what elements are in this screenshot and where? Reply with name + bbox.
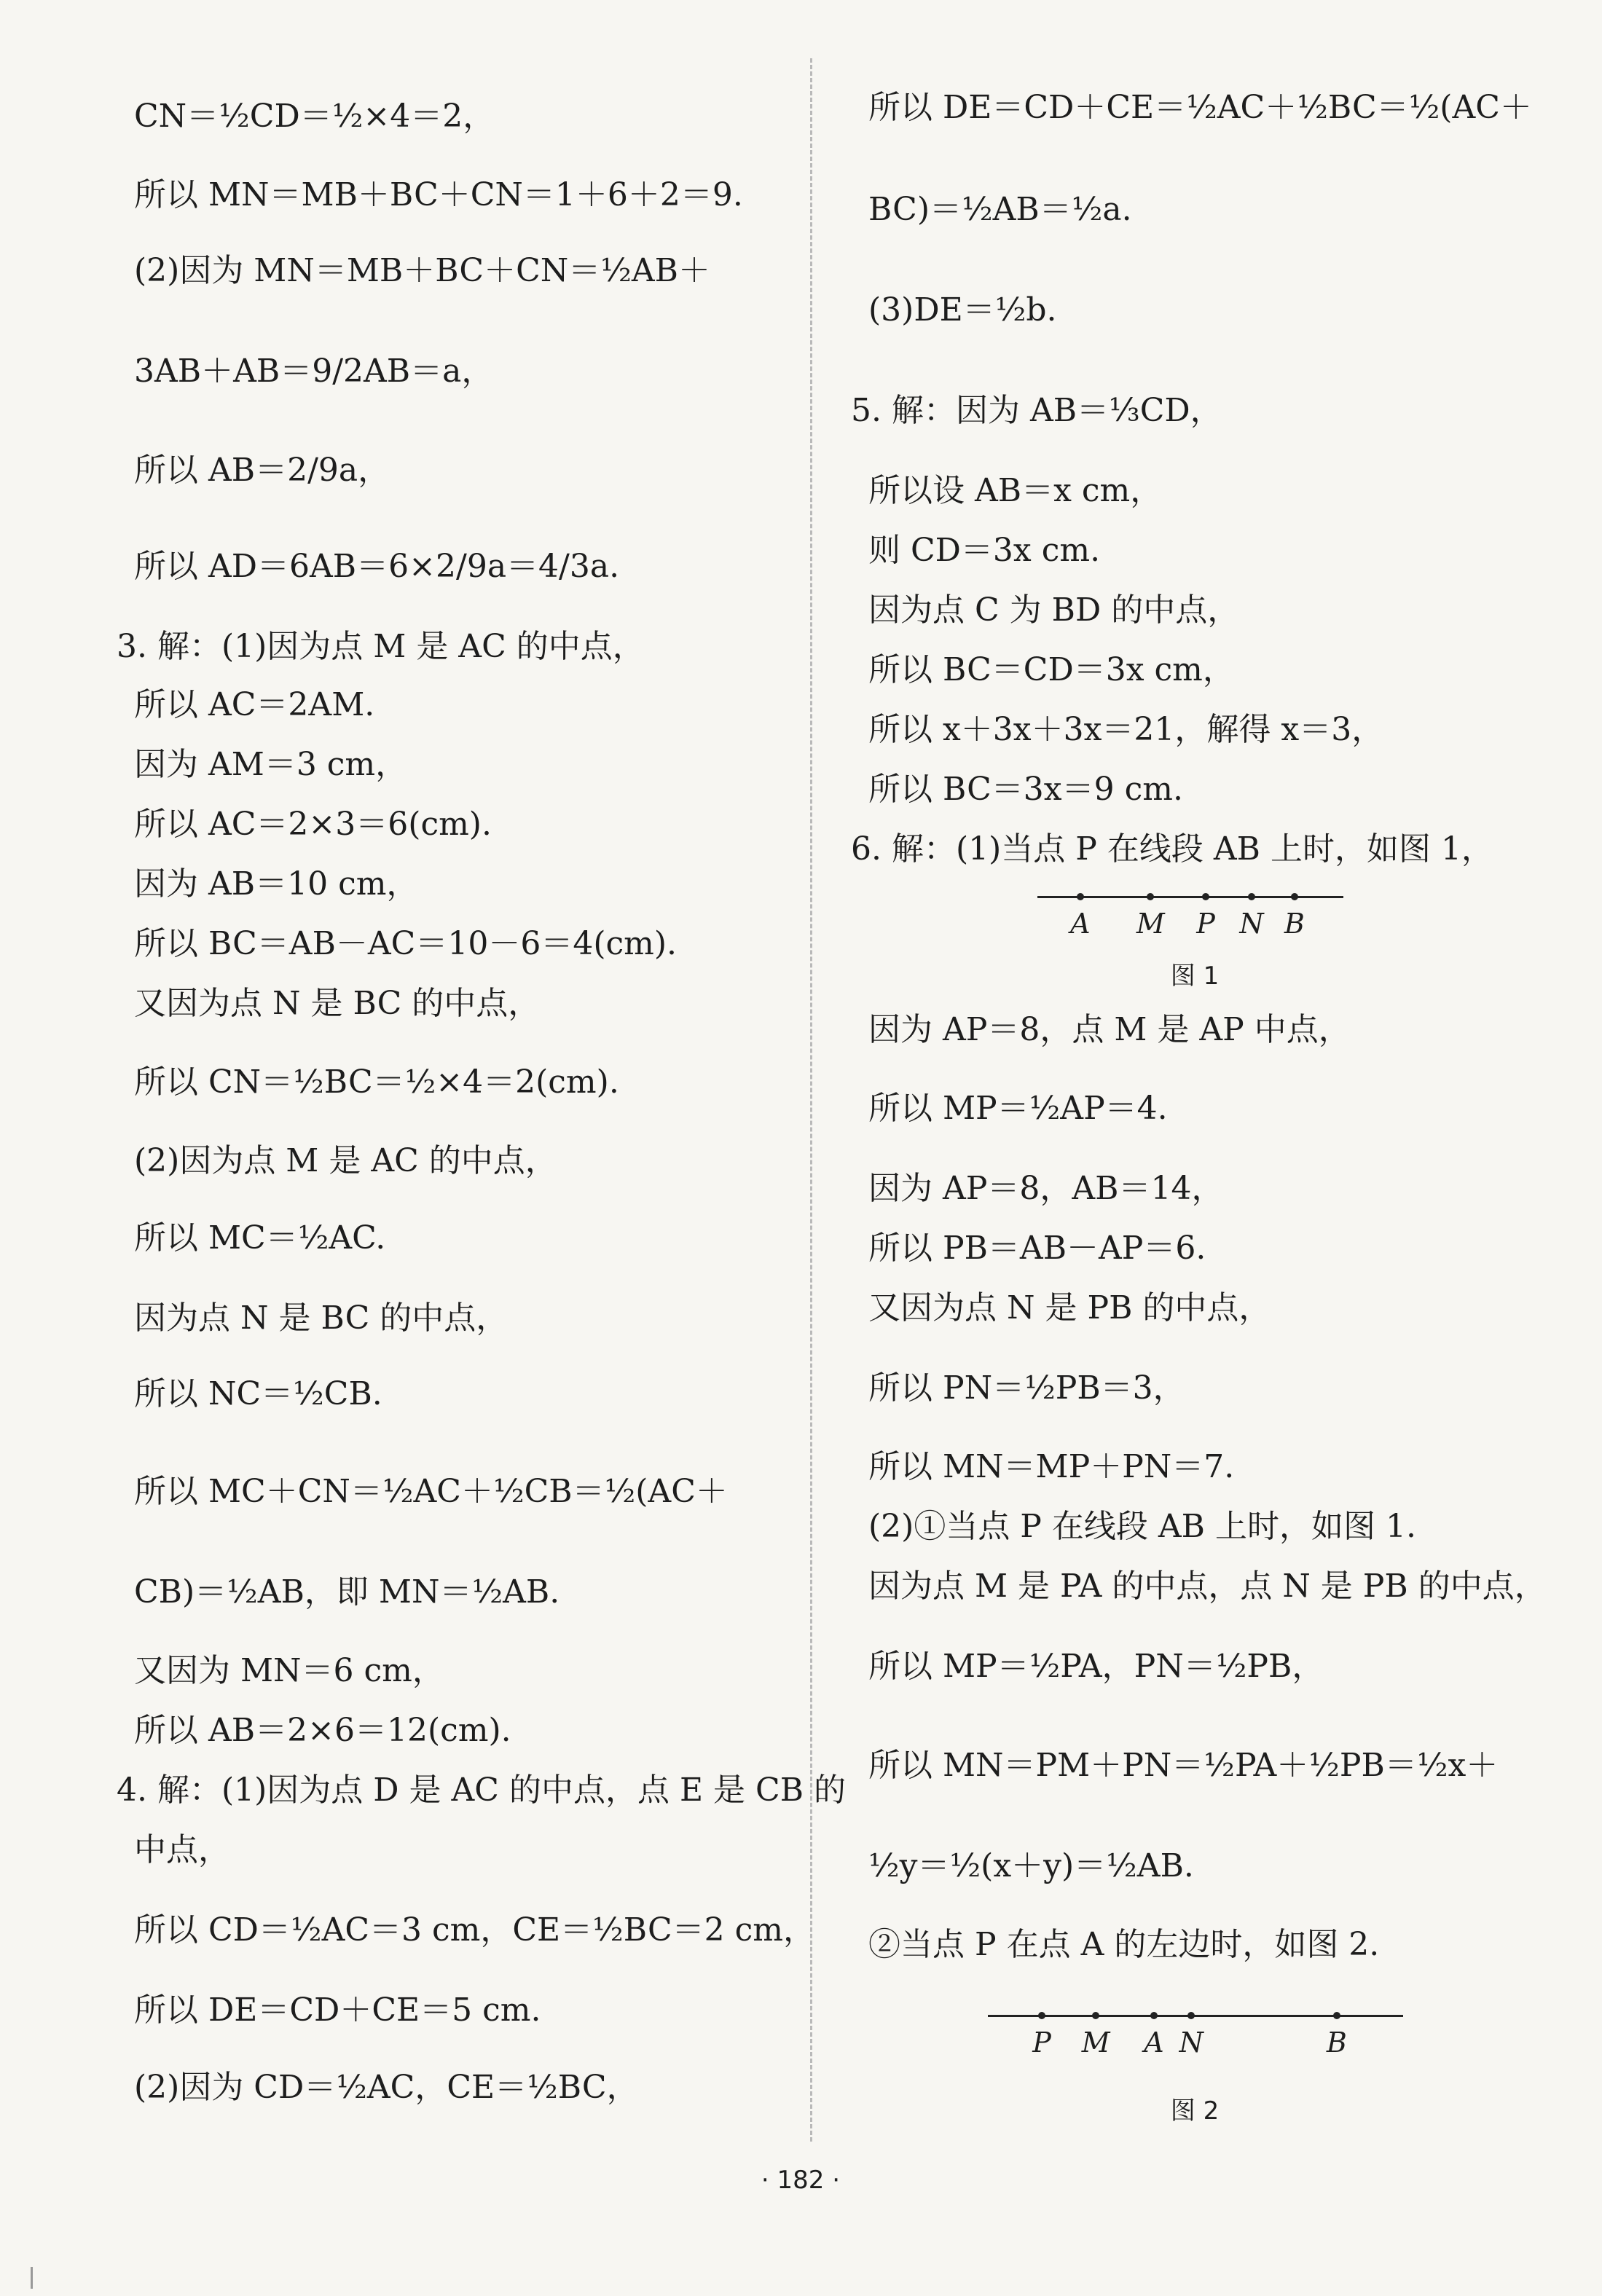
left-column-line: 所以 AB＝2×6＝12(cm).: [134, 1712, 511, 1749]
column-divider: [810, 58, 812, 2142]
left-column-line: CN＝½CD＝½×4＝2，: [134, 98, 495, 135]
left-column-line: 所以 MC＝½AC.: [134, 1219, 386, 1257]
left-column-line: (2)因为点 M 是 AC 的中点，: [134, 1142, 557, 1179]
left-column-line: 所以 MC＋CN＝½AC＋½CB＝½(AC＋: [134, 1473, 728, 1510]
right-column-line: 又因为点 N 是 PB 的中点，: [868, 1289, 1271, 1326]
left-column-line: 所以 AC＝2×3＝6(cm).: [134, 806, 492, 843]
point-p-marker: [1038, 2012, 1045, 2019]
left-column-line: (2)因为 MN＝MB＋BC＋CN＝½AB＋: [134, 252, 710, 289]
point-label: M: [1136, 908, 1165, 940]
point-n-marker: [1248, 893, 1255, 900]
point-n-marker: [1187, 2012, 1195, 2019]
left-column-line: 因为 AM＝3 cm，: [134, 746, 408, 783]
point-a-marker: [1077, 893, 1084, 900]
right-column-line: 5. 解：因为 AB＝⅓CD，: [851, 392, 1222, 429]
left-column-line: 4. 解：(1)因为点 D 是 AC 的中点，点 E 是 CB 的: [117, 1772, 847, 1809]
left-column-line: 因为 AB＝10 cm，: [134, 865, 419, 903]
point-label: A: [1070, 908, 1091, 940]
left-column-line: 所以 AB＝2/9a，: [134, 452, 390, 489]
point-label: A: [1144, 2026, 1164, 2059]
point-a-marker: [1150, 2012, 1158, 2019]
point-p-marker: [1202, 893, 1209, 900]
right-column-line: 因为 AP＝8，AB＝14，: [868, 1170, 1224, 1207]
left-column-line: 所以 AC＝2AM.: [134, 686, 375, 723]
point-label: M: [1081, 2026, 1110, 2059]
right-column-line: ②当点 P 在点 A 的左边时，如图 2.: [868, 1926, 1380, 1963]
point-label: P: [1032, 2026, 1051, 2059]
binding-edge-mark: [31, 2267, 33, 2289]
left-column-line: 3. 解：(1)因为点 M 是 AC 的中点，: [117, 628, 645, 665]
right-column-line: 因为点 M 是 PA 的中点，点 N 是 PB 的中点，: [868, 1568, 1547, 1605]
right-column-line: (3)DE＝½b.: [868, 291, 1057, 329]
right-column-line: 6. 解：(1)当点 P 在线段 AB 上时，如图 1，: [851, 830, 1493, 868]
point-label: B: [1284, 908, 1305, 940]
left-column-line: 所以 MN＝MB＋BC＋CN＝1＋6＋2＝9.: [134, 176, 743, 213]
point-label: B: [1326, 2026, 1347, 2059]
right-column-line: ½y＝½(x＋y)＝½AB.: [868, 1847, 1194, 1884]
right-column-line: 所以 MN＝PM＋PN＝½PA＋½PB＝½x＋: [868, 1747, 1499, 1784]
left-column-line: (2)因为 CD＝½AC，CE＝½BC，: [134, 2069, 639, 2106]
left-column-line: CB)＝½AB，即 MN＝½AB.: [134, 1573, 560, 1611]
right-column-line: 则 CD＝3x cm.: [868, 532, 1101, 569]
right-column-line: 所以 DE＝CD＋CE＝½AC＋½BC＝½(AC＋: [868, 89, 1532, 126]
left-column-line: 所以 AD＝6AB＝6×2/9a＝4/3a.: [134, 548, 620, 585]
left-column-line: 又因为 MN＝6 cm，: [134, 1652, 444, 1689]
right-column-line: 所以 PB＝AB－AP＝6.: [868, 1230, 1206, 1267]
right-column-line: 所以 x＋3x＋3x＝21，解得 x＝3，: [868, 711, 1384, 748]
point-label: N: [1239, 908, 1264, 940]
right-column-line: BC)＝½AB＝½a.: [868, 191, 1132, 228]
point-m-marker: [1147, 893, 1154, 900]
left-column-line: 因为点 N 是 BC 的中点，: [134, 1300, 509, 1337]
point-m-marker: [1092, 2012, 1099, 2019]
left-column-line: 又因为点 N 是 BC 的中点，: [134, 985, 541, 1022]
left-column-line: 3AB＋AB＝9/2AB＝a，: [134, 353, 494, 390]
right-column-line: (2)①当点 P 在线段 AB 上时，如图 1.: [868, 1508, 1416, 1545]
point-b-marker: [1333, 2012, 1340, 2019]
right-column-line: 所以 MP＝½AP＝4.: [868, 1090, 1168, 1127]
left-column-line: 所以 BC＝AB－AC＝10－6＝4(cm).: [134, 925, 678, 962]
right-column-line: 因为 AP＝8，点 M 是 AP 中点，: [868, 1011, 1351, 1048]
point-label: N: [1179, 2026, 1204, 2059]
figure-1-caption: 图 1: [1170, 962, 1220, 991]
right-column-line: 所以 BC＝CD＝3x cm，: [868, 651, 1235, 688]
point-label: P: [1196, 908, 1215, 940]
right-column-line: 所以 MN＝MP＋PN＝7.: [868, 1448, 1235, 1485]
right-column-line: 因为点 C 为 BD 的中点，: [868, 591, 1240, 629]
right-column-line: 所以 PN＝½PB＝3，: [868, 1369, 1185, 1407]
left-column-line: 所以 CN＝½BC＝½×4＝2(cm).: [134, 1064, 619, 1101]
left-column-line: 中点，: [134, 1831, 230, 1868]
page-number: · 182 ·: [761, 2166, 841, 2195]
left-column-line: 所以 NC＝½CB.: [134, 1375, 382, 1412]
point-b-marker: [1291, 893, 1298, 900]
left-column-line: 所以 CD＝½AC＝3 cm，CE＝½BC＝2 cm，: [134, 1911, 815, 1949]
right-column-line: 所以 BC＝3x＝9 cm.: [868, 771, 1183, 808]
figure-2-caption: 图 2: [1170, 2096, 1220, 2126]
right-column-line: 所以设 AB＝x cm，: [868, 472, 1163, 509]
left-column-line: 所以 DE＝CD＋CE＝5 cm.: [134, 1992, 541, 2029]
right-column-line: 所以 MP＝½PA，PN＝½PB，: [868, 1648, 1324, 1685]
